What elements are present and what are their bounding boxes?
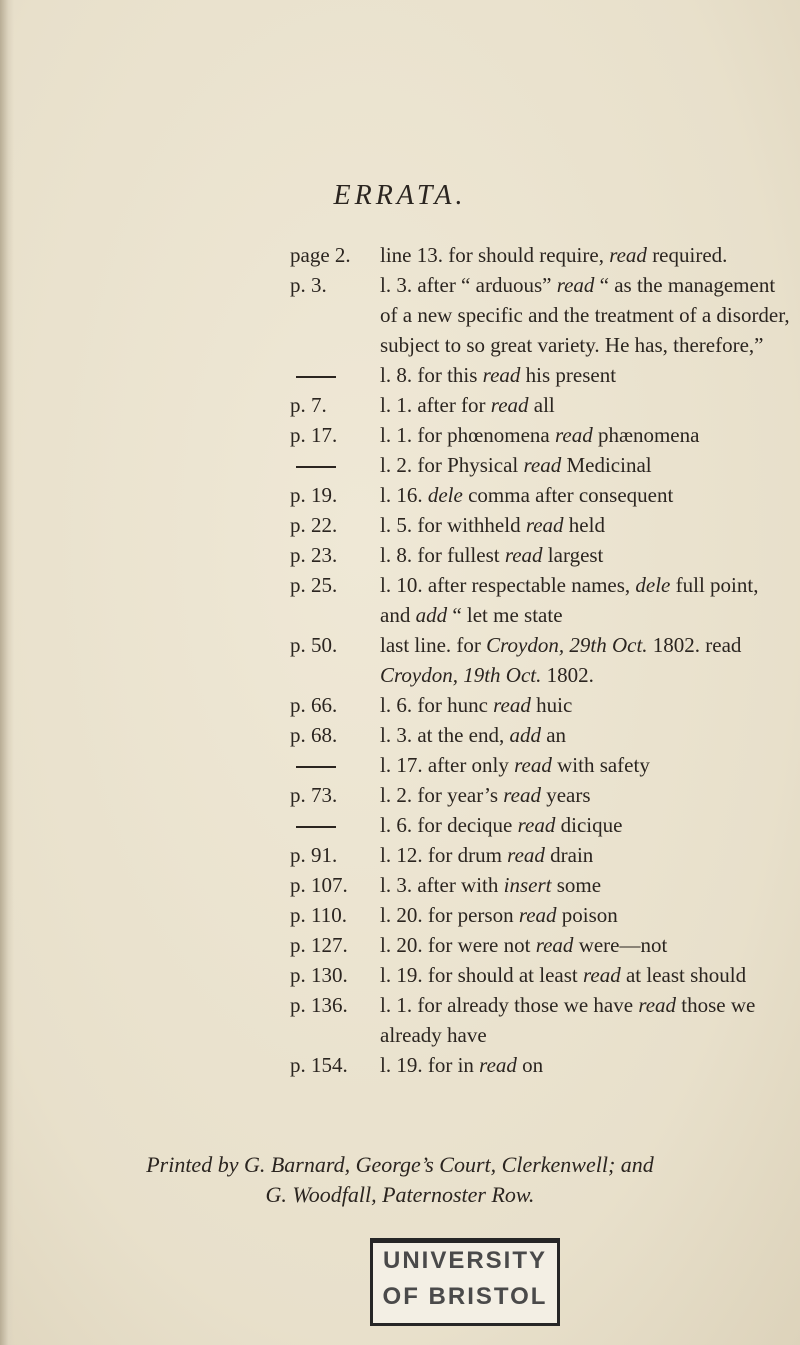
errata-entry bbox=[290, 360, 790, 390]
entry-line-ref: l. 8. bbox=[380, 543, 418, 567]
entry-text: for fullest read largest bbox=[417, 543, 604, 567]
entry-text: after only read with safety bbox=[427, 753, 650, 777]
errata-entry bbox=[290, 390, 790, 420]
entry-page-ref: p. 130. bbox=[290, 963, 348, 987]
entry-correction bbox=[380, 630, 790, 690]
entry-correction bbox=[380, 360, 790, 390]
entry-page-ref: p. 107. bbox=[290, 873, 348, 897]
errata-entry bbox=[290, 960, 790, 990]
errata-entry bbox=[290, 780, 790, 810]
library-stamp bbox=[370, 1238, 560, 1326]
entry-line-ref: l. 1. bbox=[380, 393, 418, 417]
entry-line-ref: l. 6. bbox=[380, 693, 418, 717]
entry-line-ref: l. 3. bbox=[380, 873, 418, 897]
entry-correction bbox=[380, 390, 790, 420]
errata-entry bbox=[290, 930, 790, 960]
errata-entry bbox=[290, 420, 790, 450]
page-title: ERRATA. bbox=[333, 180, 467, 211]
entry-line-ref: l. 3. bbox=[380, 723, 418, 747]
entry-page-ref: p. 50. bbox=[290, 633, 338, 657]
entry-text: for were not read were—not bbox=[427, 933, 668, 957]
ditto-dash bbox=[296, 766, 336, 768]
entry-page-ref: p. 154. bbox=[290, 1053, 348, 1077]
imprint-line: G. Woodfall, Paternoster Row. bbox=[265, 1182, 535, 1207]
entry-line-ref: l. 1. bbox=[380, 423, 418, 447]
entry-text: for should at least read at least should bbox=[427, 963, 747, 987]
entry-text: for in read on bbox=[427, 1053, 544, 1077]
entry-text: for Physical read Medicinal bbox=[417, 453, 652, 477]
entry-correction bbox=[380, 930, 790, 960]
entry-text: for decique read dicique bbox=[417, 813, 623, 837]
entry-correction bbox=[380, 270, 790, 360]
entry-text: for withheld read held bbox=[417, 513, 605, 537]
entry-page-ref: p. 127. bbox=[290, 933, 348, 957]
errata-entry bbox=[290, 270, 790, 360]
entry-text: after respectable names, dele full point, and add “ let me state bbox=[380, 573, 759, 627]
entry-correction bbox=[380, 810, 790, 840]
entry-page-ref: p. 19. bbox=[290, 483, 338, 507]
errata-entry bbox=[290, 1050, 790, 1080]
entry-page-ref: p. 68. bbox=[290, 723, 338, 747]
entry-text: after “ arduous” read “ as the management of a new specific and the treatment of a disorder, subject to so great variety. He has, therefore,” bbox=[380, 273, 790, 357]
stamp-line: OF BRISTOL bbox=[382, 1283, 548, 1310]
entry-text: after for read all bbox=[417, 393, 555, 417]
entry-correction bbox=[380, 990, 790, 1050]
entry-line-ref: l. 2. bbox=[380, 453, 418, 477]
entry-correction bbox=[380, 510, 790, 540]
entry-line-ref: l. 3. bbox=[380, 273, 418, 297]
printer-imprint bbox=[0, 1150, 800, 1210]
entry-line-ref: l. 6. bbox=[380, 813, 418, 837]
entry-page-ref: p. 22. bbox=[290, 513, 338, 537]
entry-line-ref: l. 8. bbox=[380, 363, 418, 387]
entry-correction bbox=[380, 900, 790, 930]
entry-correction bbox=[380, 540, 790, 570]
errata-entry bbox=[290, 630, 790, 690]
entry-line-ref: line 13. bbox=[380, 243, 449, 267]
errata-entry bbox=[290, 510, 790, 540]
entry-line-ref: l. 1. bbox=[380, 993, 418, 1017]
entry-correction bbox=[380, 690, 790, 720]
entry-line-ref: l. 10. bbox=[380, 573, 428, 597]
imprint-line: Printed by G. Barnard, George’s Court, Clerkenwell; and bbox=[146, 1152, 654, 1177]
entry-correction bbox=[380, 870, 790, 900]
entry-line-ref: l. 19. bbox=[380, 1053, 428, 1077]
entry-correction bbox=[380, 450, 790, 480]
entry-line-ref: l. 12. bbox=[380, 843, 428, 867]
errata-entry bbox=[290, 990, 790, 1050]
stamp-line: UNIVERSITY bbox=[382, 1247, 548, 1274]
entry-page-ref bbox=[290, 450, 380, 480]
errata-entry bbox=[290, 540, 790, 570]
entry-text: dele comma after consequent bbox=[427, 483, 674, 507]
entry-text: for already those we have read those we already have bbox=[380, 993, 756, 1047]
entry-correction bbox=[380, 720, 790, 750]
entry-correction bbox=[380, 480, 790, 510]
errata-entry bbox=[290, 870, 790, 900]
errata-entry bbox=[290, 720, 790, 750]
ditto-dash bbox=[296, 466, 336, 468]
entry-correction bbox=[380, 840, 790, 870]
entry-line-ref: l. 5. bbox=[380, 513, 418, 537]
entry-page-ref: page 2. bbox=[290, 243, 351, 267]
errata-entry bbox=[290, 480, 790, 510]
entry-text: for year’s read years bbox=[417, 783, 591, 807]
entry-text: after with insert some bbox=[417, 873, 602, 897]
errata-entry bbox=[290, 750, 790, 780]
ditto-dash bbox=[296, 376, 336, 378]
entry-page-ref: p. 73. bbox=[290, 783, 338, 807]
entry-text: for hunc read huic bbox=[417, 693, 573, 717]
entry-page-ref: p. 23. bbox=[290, 543, 338, 567]
errata-entry bbox=[290, 240, 790, 270]
entry-correction bbox=[380, 960, 790, 990]
entry-page-ref bbox=[290, 750, 380, 780]
entry-page-ref: p. 66. bbox=[290, 693, 338, 717]
entry-page-ref: p. 91. bbox=[290, 843, 338, 867]
entry-correction bbox=[380, 240, 790, 270]
entry-correction bbox=[380, 420, 790, 450]
entry-line-ref: l. 19. bbox=[380, 963, 428, 987]
errata-entry bbox=[290, 450, 790, 480]
errata-entry bbox=[290, 840, 790, 870]
entry-page-ref: p. 17. bbox=[290, 423, 338, 447]
ditto-dash bbox=[296, 826, 336, 828]
entry-text: at the end, add an bbox=[417, 723, 567, 747]
errata-entry bbox=[290, 690, 790, 720]
entry-correction bbox=[380, 1050, 790, 1080]
entry-page-ref: p. 3. bbox=[290, 273, 327, 297]
entry-line-ref: l. 16. bbox=[380, 483, 428, 507]
entry-page-ref: p. 25. bbox=[290, 573, 338, 597]
entry-line-ref: l. 20. bbox=[380, 903, 428, 927]
entry-text: for should require, read required. bbox=[448, 243, 728, 267]
errata-entry bbox=[290, 570, 790, 630]
entry-page-ref: p. 136. bbox=[290, 993, 348, 1017]
entry-text: for Croydon, 29th Oct. 1802. read Croydon, 19th Oct. 1802. bbox=[380, 633, 742, 687]
entry-correction bbox=[380, 780, 790, 810]
errata-list bbox=[290, 240, 790, 1080]
entry-line-ref: l. 17. bbox=[380, 753, 428, 777]
entry-page-ref: p. 110. bbox=[290, 903, 347, 927]
entry-line-ref: l. 2. bbox=[380, 783, 418, 807]
entry-text: for this read his present bbox=[417, 363, 617, 387]
errata-entry bbox=[290, 900, 790, 930]
errata-entry bbox=[290, 810, 790, 840]
entry-correction bbox=[380, 750, 790, 780]
entry-page-ref bbox=[290, 360, 380, 390]
entry-text: for phœnomena read phænomena bbox=[417, 423, 700, 447]
entry-text: for person read poison bbox=[427, 903, 618, 927]
entry-line-ref: last line. bbox=[380, 633, 457, 657]
entry-page-ref: p. 7. bbox=[290, 393, 327, 417]
entry-line-ref: l. 20. bbox=[380, 933, 428, 957]
entry-correction bbox=[380, 570, 790, 630]
entry-page-ref bbox=[290, 810, 380, 840]
entry-text: for drum read drain bbox=[427, 843, 594, 867]
